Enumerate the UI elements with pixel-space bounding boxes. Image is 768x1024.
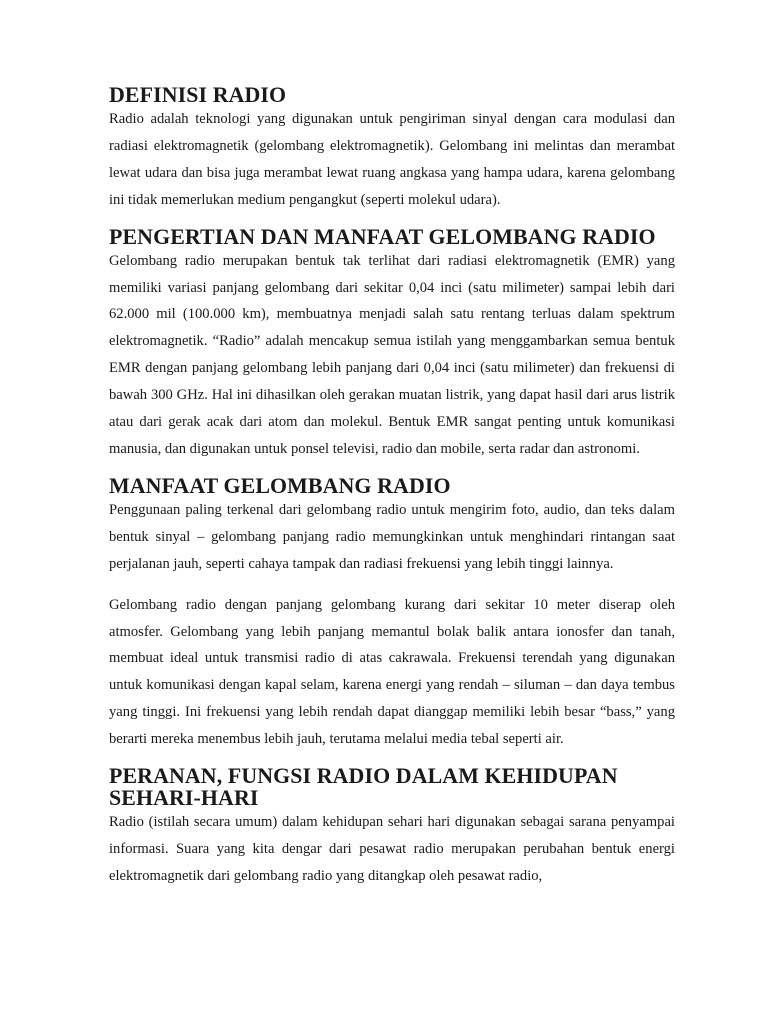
paragraph-pengertian: Gelombang radio merupakan bentuk tak terlihat dari radiasi elektromagnetik (EMR) yang memiliki variasi panjang gelombang dari sekitar 0,04 inci (satu milimeter) sampai lebih dari 62.000 mil (100.000 km), membuatnya menjadi salah satu rentang terluas dalam spektrum elektromagnetik. “Radio” adalah mencakup semua istilah yang menggambarkan semua bentuk EMR dengan panjang gelombang lebih panjang dari 0,04 inci (satu milimeter) dan frekuensi di bawah 300 GHz. Hal ini dihasilkan oleh gerakan muatan listrik, yang dapat hasil dari arus listrik atau dari gerak acak dari atom dan molekul. Bentuk EMR sangat penting untuk komunikasi manusia, dan digunakan untuk ponsel televisi, radio dan mobile, serta radar dan astronomi.: [109, 252, 675, 457]
paragraph-manfaat-1: Penggunaan paling terkenal dari gelombang radio untuk mengirim foto, audio, dan teks dalam bentuk sinyal – gelombang panjang radio memungkinkan untuk menghindari rintangan saat perjalanan jauh, seperti cahaya tampak dan radiasi frekuensi yang lebih tinggi lainnya.: [109, 501, 675, 572]
section-heading-peranan: PERANAN, FUNGSI RADIO DALAM KEHIDUPAN SEHARI-HARI: [109, 763, 618, 811]
section-heading-pengertian: PENGERTIAN DAN MANFAAT GELOMBANG RADIO: [109, 223, 656, 249]
paragraph-peranan: Radio (istilah secara umum) dalam kehidupan sehari hari digunakan sebagai sarana penyampai informasi. Suara yang kita dengar dari pesawat radio merupakan perubahan bentuk energi elektromagnetik dari gelombang radio yang ditangkap oleh pesawat radio,: [109, 814, 675, 884]
paragraph-definisi: Radio adalah teknologi yang digunakan untuk pengiriman sinyal dengan cara modulasi dan radiasi elektromagnetik (gelombang elektromagnetik). Gelombang ini melintas dan merambat lewat udara dan bisa juga merambat lewat ruang angkasa yang hampa udara, karena gelombang ini tidak memerlukan medium pengangkut (seperti molekul udara).: [109, 111, 675, 208]
document-page: [109, 84, 675, 890]
paragraph-manfaat-2: Gelombang radio dengan panjang gelombang kurang dari sekitar 10 meter diserap oleh atmosfer. Gelombang yang lebih panjang memantul bolak balik antara ionosfer dan tanah, membuat ideal untuk transmisi radio di atas cakrawala. Frekuensi terendah yang digunakan untuk komunikasi dengan kapal selam, karena energi yang rendah – siluman – dan daya tembus yang tinggi. Ini frekuensi yang lebih rendah dapat dianggap memiliki lebih besar “bass,” yang berarti mereka menembus lebih jauh, terutama melalui media tebal seperti air.: [109, 596, 675, 748]
section-heading-manfaat: MANFAAT GELOMBANG RADIO: [109, 472, 451, 498]
section-heading-definisi: DEFINISI RADIO: [109, 82, 287, 107]
